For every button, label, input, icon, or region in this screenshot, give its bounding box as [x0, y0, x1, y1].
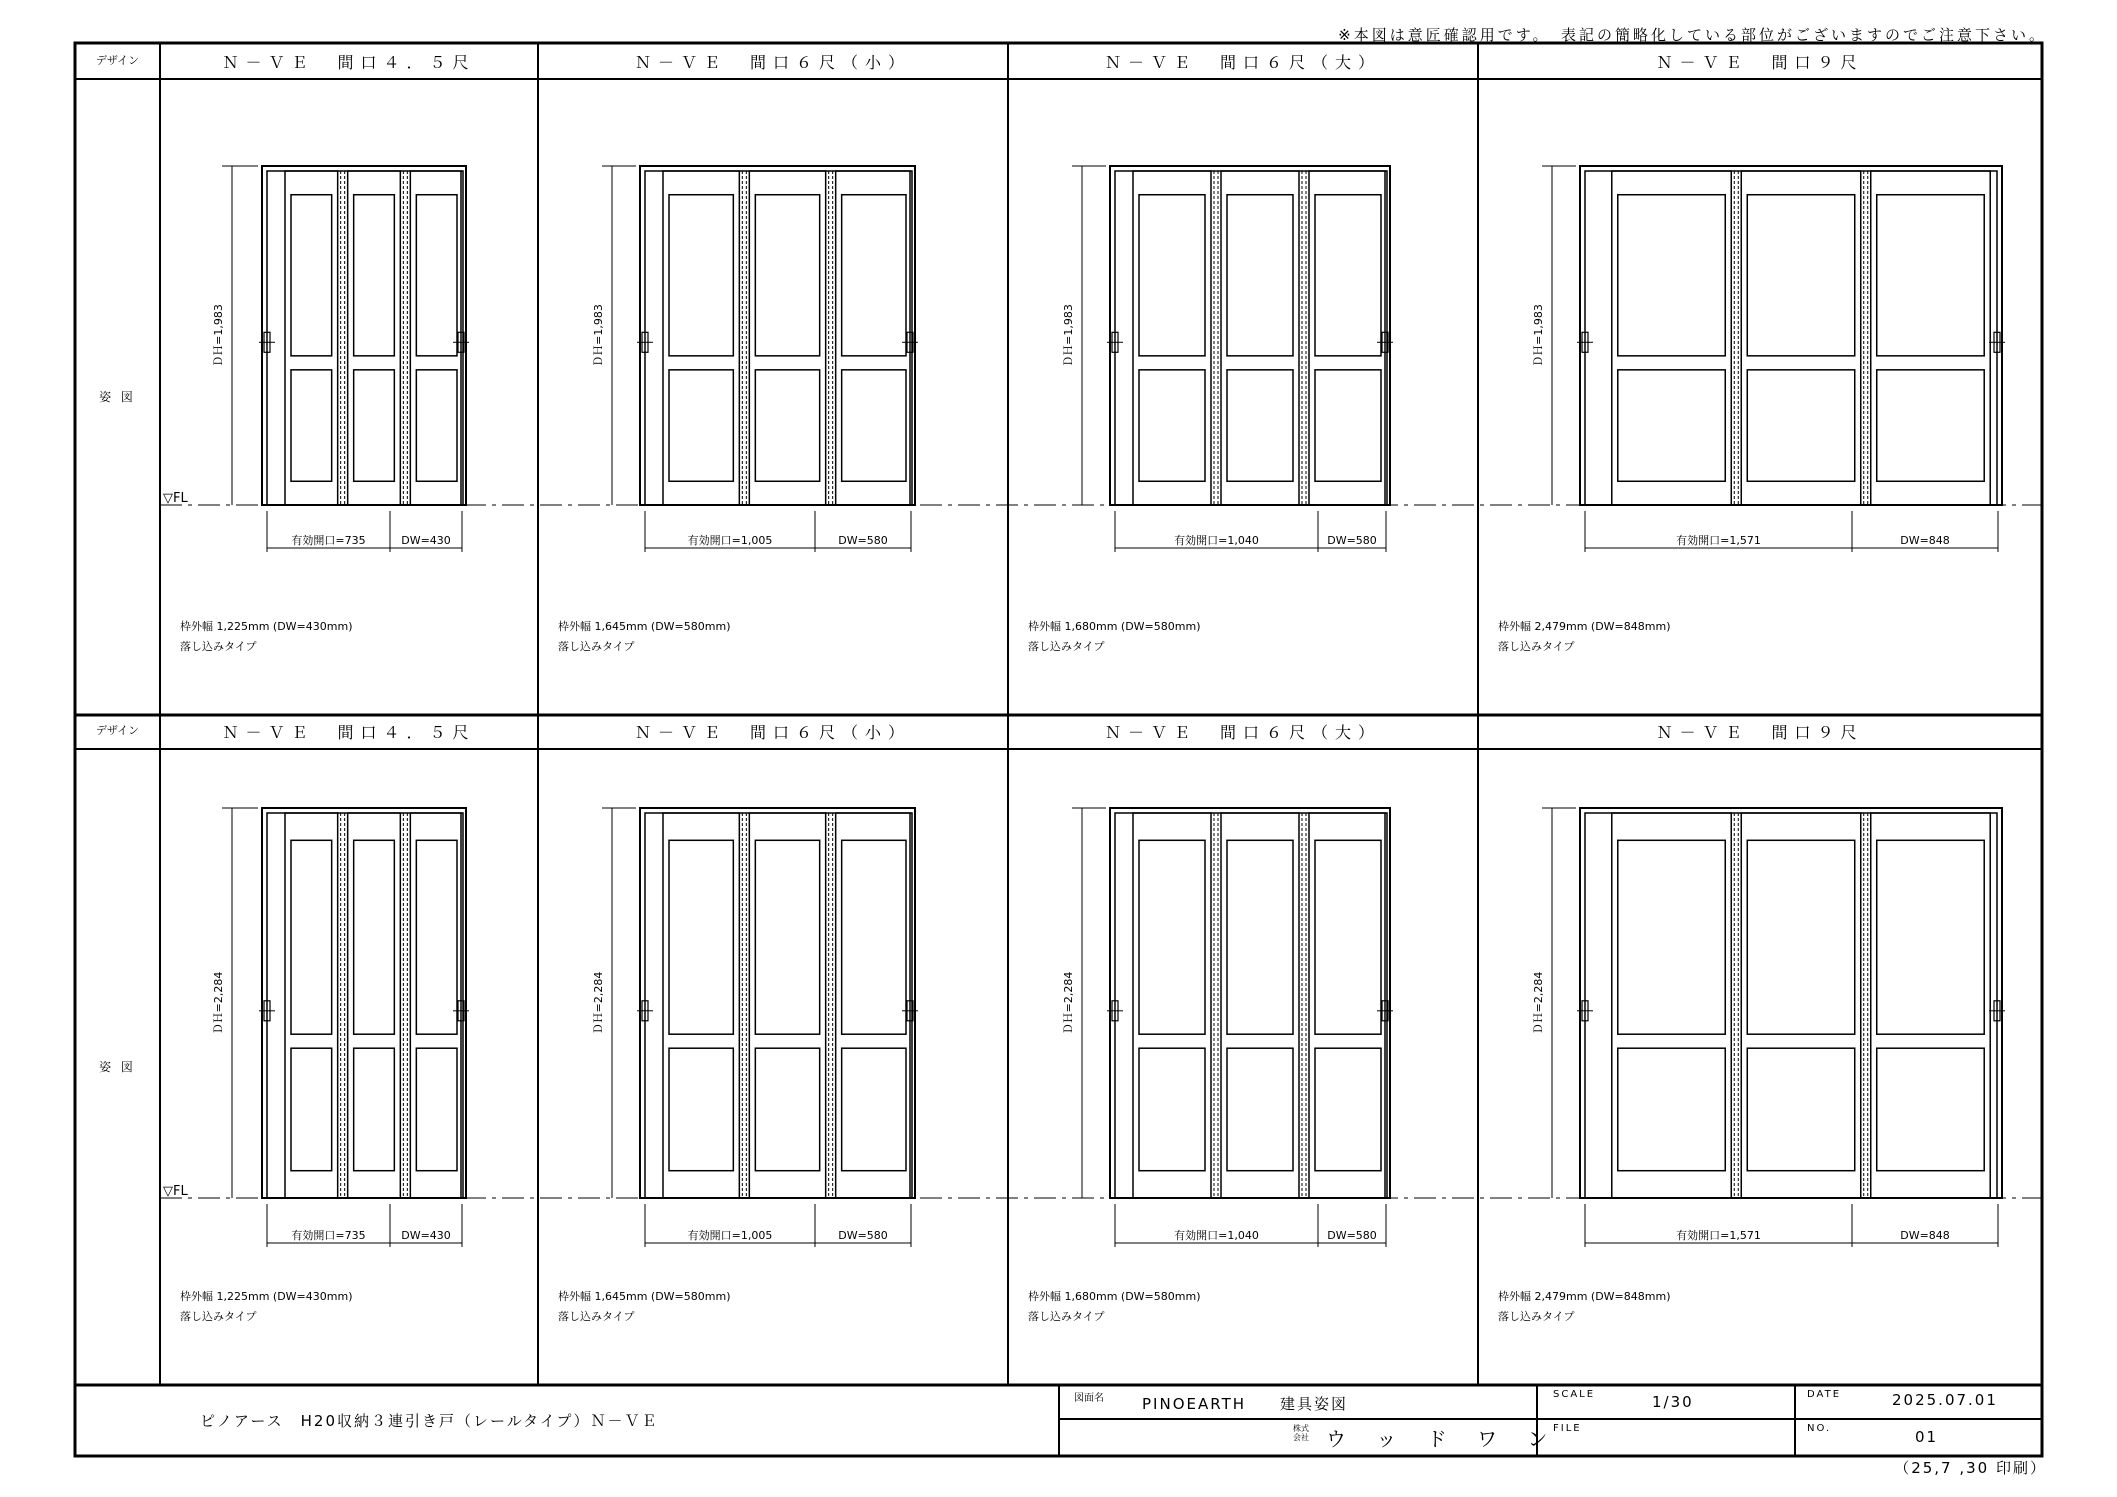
row2-note-1: 枠外幅 1,225mm (DW=430mm) 落し込みタイプ: [180, 1290, 353, 1323]
dw-label: DW=580: [1327, 534, 1377, 547]
company-name: ウ ッ ド ワ ン: [1326, 1427, 1560, 1451]
dw-label: DW=848: [1900, 534, 1950, 547]
upper-panel: [291, 195, 332, 356]
door-elevation: [1532, 808, 2005, 1247]
door-frame-inner: [1585, 813, 1997, 1198]
door-frame-outer: [1110, 808, 1390, 1198]
door-frame-inner: [1585, 171, 1997, 505]
upper-panel: [1747, 840, 1854, 1034]
print-date: （25,7 ,30 印刷）: [1894, 1459, 2047, 1477]
upper-panel: [1227, 840, 1293, 1034]
lower-panel: [1315, 370, 1381, 481]
door-elevation: [1062, 166, 1393, 552]
upper-panel: [416, 840, 457, 1034]
upper-panel: [1747, 195, 1854, 356]
door-frame-outer: [1110, 166, 1390, 505]
row1-title-4: Ｎ－ＶＥ 間口９尺: [1656, 53, 1864, 72]
lower-panel: [1877, 1048, 1984, 1171]
door-leaf: [1612, 171, 1731, 505]
door-leaf: [285, 813, 338, 1198]
dh-label: ＤＨ=2,284: [1532, 971, 1545, 1035]
row1-title-3: Ｎ－ＶＥ 間口６尺（大）: [1104, 53, 1381, 72]
row2-title-1: Ｎ－ＶＥ 間口４．５尺: [222, 723, 476, 742]
lower-panel: [354, 370, 395, 481]
upper-panel: [1315, 195, 1381, 356]
upper-panel: [1877, 195, 1984, 356]
door-frame-inner: [267, 171, 461, 505]
upper-panel: [1315, 840, 1381, 1034]
door-leaf: [1741, 171, 1860, 505]
row1-elevation-label: 姿 図: [99, 390, 136, 404]
notice-text: ※本図は意匠確認用です。 表記の簡略化している部位がございますのでご注意下さい。: [1338, 26, 2047, 44]
dw-label: DW=848: [1900, 1229, 1950, 1242]
lower-panel: [1618, 370, 1725, 481]
effective-opening-label: 有効開口=735: [291, 1229, 366, 1242]
row1-title-2: Ｎ－ＶＥ 間口６尺（小）: [634, 53, 911, 72]
row2-title-4: Ｎ－ＶＥ 間口９尺: [1656, 723, 1864, 742]
upper-panel: [1618, 840, 1725, 1034]
fl-label: ▽FL: [163, 491, 188, 506]
door-elevation: [592, 808, 918, 1247]
date-value: 2025.07.01: [1892, 1391, 1998, 1409]
upper-panel: [291, 840, 332, 1034]
row1-design-label: デザイン: [95, 54, 140, 67]
door-leaf: [1309, 171, 1387, 505]
dh-label: ＤＨ=1,983: [212, 304, 225, 367]
date-label: DATE: [1807, 1389, 1842, 1400]
door-leaf: [1133, 171, 1211, 505]
door-frame-inner: [1115, 171, 1385, 505]
lower-panel: [1747, 1048, 1854, 1171]
no-value: 01: [1915, 1428, 1939, 1446]
door-leaf: [348, 813, 401, 1198]
row2-title-2: Ｎ－ＶＥ 間口６尺（小）: [634, 723, 911, 742]
dw-label: DW=430: [401, 1229, 451, 1242]
lower-panel: [291, 370, 332, 481]
file-label: FILE: [1553, 1423, 1582, 1434]
door-leaf: [663, 171, 739, 505]
dh-label: ＤＨ=2,284: [1062, 971, 1075, 1035]
effective-opening-label: 有効開口=1,571: [1676, 534, 1761, 547]
lower-panel: [1618, 1048, 1725, 1171]
lower-panel: [842, 370, 906, 481]
lower-panel: [669, 1048, 733, 1171]
door-leaf: [836, 813, 912, 1198]
lower-panel: [755, 1048, 819, 1171]
door-elevation: [212, 808, 469, 1247]
product-name: ピノアース H20収納３連引き戸（レールタイプ）Ｎ－ＶＥ: [200, 1412, 659, 1430]
door-leaf: [1309, 813, 1387, 1198]
row2-elevation-label: 姿 図: [99, 1060, 136, 1074]
company-prefix: 株式会社: [1293, 1424, 1309, 1442]
effective-opening-label: 有効開口=1,005: [687, 1229, 773, 1242]
upper-panel: [755, 840, 819, 1034]
door-frame-outer: [640, 808, 915, 1198]
dw-label: DW=580: [838, 534, 888, 547]
lower-panel: [416, 1048, 457, 1171]
dh-label: ＤＨ=2,284: [212, 971, 225, 1035]
door-leaf: [410, 813, 463, 1198]
row1-note-3: 枠外幅 1,680mm (DW=580mm) 落し込みタイプ: [1028, 620, 1201, 653]
lower-panel: [1139, 1048, 1205, 1171]
door-leaf: [1741, 813, 1860, 1198]
upper-panel: [1227, 195, 1293, 356]
door-frame-inner: [645, 171, 910, 505]
no-label: NO.: [1807, 1423, 1832, 1434]
dh-label: ＤＨ=2,284: [592, 971, 605, 1035]
row1-title-1: Ｎ－ＶＥ 間口４．５尺: [222, 53, 476, 72]
upper-panel: [354, 195, 395, 356]
effective-opening-label: 有効開口=1,005: [687, 534, 773, 547]
door-leaf: [663, 813, 739, 1198]
door-leaf: [285, 171, 338, 505]
lower-panel: [1315, 1048, 1381, 1171]
lower-panel: [1227, 370, 1293, 481]
upper-panel: [1877, 840, 1984, 1034]
upper-panel: [842, 195, 906, 356]
row1-note-2: 枠外幅 1,645mm (DW=580mm) 落し込みタイプ: [558, 620, 731, 653]
effective-opening-label: 有効開口=1,040: [1174, 1229, 1259, 1242]
row2-note-4: 枠外幅 2,479mm (DW=848mm) 落し込みタイプ: [1498, 1290, 1671, 1323]
upper-panel: [755, 195, 819, 356]
door-leaf: [1221, 171, 1299, 505]
door-frame-outer: [262, 166, 466, 505]
door-frame-inner: [267, 813, 461, 1198]
upper-panel: [1139, 840, 1205, 1034]
door-leaf: [348, 171, 401, 505]
upper-panel: [669, 195, 733, 356]
lower-panel: [1747, 370, 1854, 481]
row2-note-3: 枠外幅 1,680mm (DW=580mm) 落し込みタイプ: [1028, 1290, 1201, 1323]
lower-panel: [1877, 370, 1984, 481]
door-frame-outer: [1580, 166, 2002, 505]
effective-opening-label: 有効開口=1,040: [1174, 534, 1259, 547]
door-elevation: [592, 166, 918, 552]
door-leaf: [749, 813, 825, 1198]
door-leaf: [1871, 813, 1990, 1198]
dh-label: ＤＨ=1,983: [592, 304, 605, 367]
door-elevation: [1062, 808, 1393, 1247]
door-leaf: [749, 171, 825, 505]
row1-note-1: 枠外幅 1,225mm (DW=430mm) 落し込みタイプ: [180, 620, 353, 653]
row1-note-4: 枠外幅 2,479mm (DW=848mm) 落し込みタイプ: [1498, 620, 1671, 653]
upper-panel: [669, 840, 733, 1034]
door-frame-outer: [262, 808, 466, 1198]
scale-value: 1/30: [1652, 1393, 1694, 1411]
drawing-name-label: 図面名: [1074, 1393, 1104, 1404]
lower-panel: [669, 370, 733, 481]
door-frame-outer: [640, 166, 915, 505]
dh-label: ＤＨ=1,983: [1062, 304, 1075, 367]
door-leaf: [1221, 813, 1299, 1198]
door-frame-outer: [1580, 808, 2002, 1198]
effective-opening-label: 有効開口=735: [291, 534, 366, 547]
upper-panel: [416, 195, 457, 356]
dw-label: DW=580: [1327, 1229, 1377, 1242]
lower-panel: [1227, 1048, 1293, 1171]
door-leaf: [1133, 813, 1211, 1198]
door-elevation: [212, 166, 469, 552]
lower-panel: [1139, 370, 1205, 481]
lower-panel: [842, 1048, 906, 1171]
effective-opening-label: 有効開口=1,571: [1676, 1229, 1761, 1242]
door-frame-inner: [1115, 813, 1385, 1198]
scale-label: SCALE: [1553, 1389, 1596, 1400]
upper-panel: [1618, 195, 1725, 356]
door-elevation: [1532, 166, 2005, 552]
door-frame-inner: [645, 813, 910, 1198]
fl-label: ▽FL: [163, 1184, 188, 1199]
upper-panel: [1139, 195, 1205, 356]
row2-note-2: 枠外幅 1,645mm (DW=580mm) 落し込みタイプ: [558, 1290, 731, 1323]
door-leaf: [836, 171, 912, 505]
lower-panel: [755, 370, 819, 481]
dh-label: ＤＨ=1,983: [1532, 304, 1545, 367]
upper-panel: [842, 840, 906, 1034]
lower-panel: [416, 370, 457, 481]
dw-label: DW=580: [838, 1229, 888, 1242]
drawing-name: PINOEARTH 建具姿図: [1142, 1395, 1349, 1413]
door-leaf: [1871, 171, 1990, 505]
door-leaf: [410, 171, 463, 505]
upper-panel: [354, 840, 395, 1034]
door-leaf: [1612, 813, 1731, 1198]
lower-panel: [354, 1048, 395, 1171]
row2-title-3: Ｎ－ＶＥ 間口６尺（大）: [1104, 723, 1381, 742]
dw-label: DW=430: [401, 534, 451, 547]
row2-design-label: デザイン: [95, 724, 140, 737]
lower-panel: [291, 1048, 332, 1171]
door-drawings: [160, 166, 2042, 1247]
